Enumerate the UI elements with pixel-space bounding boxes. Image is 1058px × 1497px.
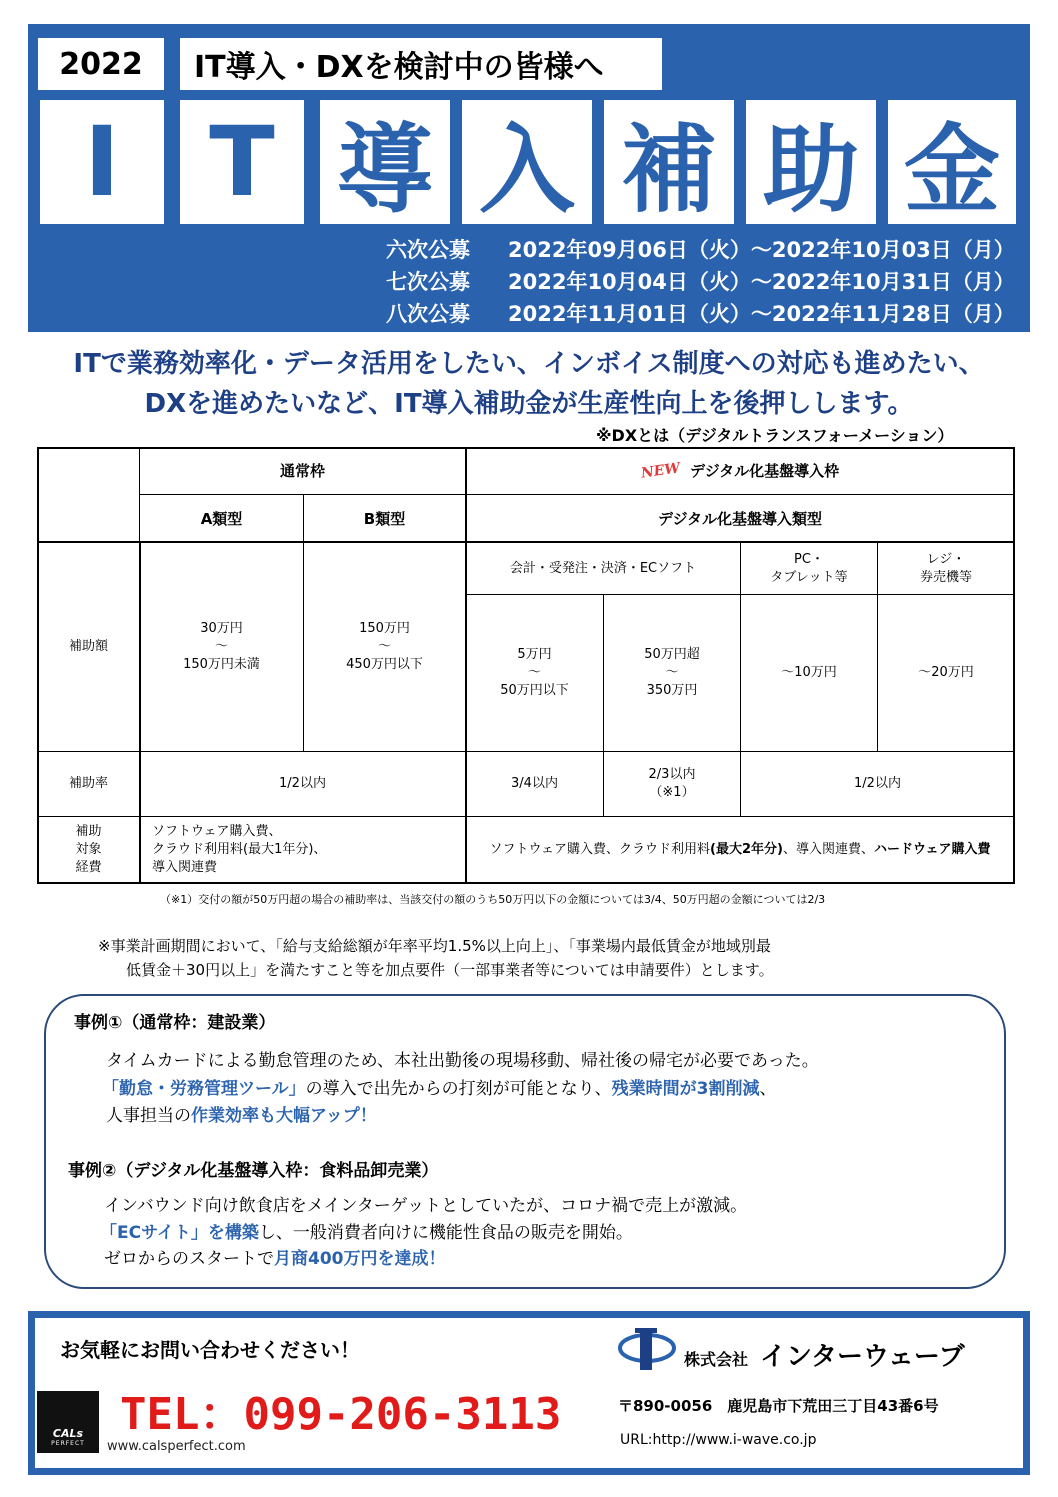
case-highlight: 作業効率も大幅アップ！ bbox=[191, 1106, 377, 1126]
digital-type-header: デジタル化基盤導入類型 bbox=[465, 494, 1015, 543]
logo-text: CALs bbox=[52, 1427, 84, 1440]
case-highlight: 残業時間が3割削減 bbox=[611, 1079, 760, 1099]
table-border bbox=[37, 447, 39, 884]
period-range: 2022年09月06日（火）～2022年10月03日（月） bbox=[508, 238, 1015, 262]
row-label-rate: 補助率 bbox=[37, 751, 140, 817]
title-char: 助 bbox=[746, 100, 876, 224]
digital-rate-1: 3/4以内 bbox=[465, 751, 604, 817]
table-divider bbox=[465, 447, 467, 884]
case-text: し、一般消費者向けに機能性食品の販売を開始。 bbox=[258, 1223, 633, 1243]
case-highlight: 「ECサイト」を構築 bbox=[100, 1223, 259, 1243]
table-divider bbox=[37, 541, 1015, 543]
type-b-amount bbox=[303, 542, 466, 752]
contact-heading: お気軽にお問い合わせください！ bbox=[60, 1338, 360, 1362]
case2-line bbox=[100, 1218, 633, 1243]
company-title: インターウェーブ bbox=[760, 1342, 965, 1372]
company-url-link[interactable]: URL:http://www.i-wave.co.jp bbox=[620, 1432, 817, 1448]
hardware-rate: 1/2以内 bbox=[740, 751, 1015, 817]
table-border bbox=[37, 882, 1015, 884]
table-border bbox=[1013, 447, 1015, 884]
cost-line: ソフトウェア購入費、 bbox=[152, 824, 282, 839]
period-name: 七次公募 bbox=[386, 270, 470, 294]
type-a-header: A類型 bbox=[139, 494, 304, 543]
period-range: 2022年11月01日（火）～2022年11月28日（月） bbox=[508, 302, 1015, 326]
cost-line: 導入関連費 bbox=[152, 860, 218, 875]
case1-line bbox=[102, 1074, 777, 1099]
title-char: 導 bbox=[320, 100, 450, 224]
normal-cost bbox=[139, 816, 466, 884]
case1-title: 事例①（通常枠：建設業） bbox=[74, 1013, 276, 1033]
case1-line: タイムカードによる勤怠管理のため、本社出勤後の現場移動、帰社後の帰宅が必要であった。 bbox=[106, 1051, 819, 1071]
label-line: 経費 bbox=[75, 860, 102, 875]
lead-line: DXを進めたいなど、IT導入補助金が生産性向上を後押しします。 bbox=[144, 389, 914, 419]
digital-frame-header bbox=[465, 447, 1015, 495]
new-badge: NEW bbox=[639, 460, 681, 482]
subtitle: IT導入・DXを検討中の皆様へ bbox=[180, 38, 662, 90]
table-corner bbox=[37, 447, 140, 543]
row-label-amount: 補助額 bbox=[37, 542, 140, 752]
category-line: 券売機等 bbox=[919, 569, 972, 585]
period-range: 2022年10月04日（火）～2022年10月31日（月） bbox=[508, 270, 1015, 294]
case-highlight: 月商400万円を達成！ bbox=[274, 1249, 446, 1269]
rate-footnote: （※1）交付の額が50万円超の場合の補助率は、当該交付の額のうち50万円以下の金額については3/4、50万円超の金額については2/3 bbox=[160, 893, 826, 906]
note-line: 低賃金＋30円以上」を満たすこと等を加点要件（一部事業者等については申請要件）とします。 bbox=[126, 961, 774, 979]
case-text: の導入で出先からの打刻が可能となり、 bbox=[305, 1079, 612, 1099]
lead-text bbox=[20, 344, 1038, 424]
cals-perfect-logo bbox=[37, 1391, 99, 1453]
amount-line: 5万円 bbox=[517, 647, 552, 662]
cost-text: 、導入関連費、 bbox=[782, 842, 874, 857]
normal-rate: 1/2以内 bbox=[139, 751, 466, 817]
pc-category bbox=[740, 542, 878, 595]
interwave-logo-icon bbox=[618, 1326, 676, 1372]
software-category: 会計・受発注・決済・ECソフト bbox=[465, 542, 741, 595]
digital-cost bbox=[465, 816, 1015, 884]
year-label: 2022 bbox=[38, 38, 164, 90]
case2-title: 事例②（デジタル化基盤導入枠：食料品卸売業） bbox=[68, 1161, 439, 1181]
type-b-header: B類型 bbox=[303, 494, 466, 543]
category-line: タブレット等 bbox=[770, 569, 848, 585]
table-divider bbox=[139, 541, 141, 884]
phone-number[interactable]: TEL：099-206-3113 bbox=[120, 1389, 562, 1440]
register-category bbox=[877, 542, 1015, 595]
cost-text-bold: ハードウェア購入費 bbox=[873, 842, 991, 857]
title-char: 入 bbox=[462, 100, 592, 224]
amount-line: ～ bbox=[214, 639, 228, 654]
amount-line: 150万円未満 bbox=[183, 657, 260, 672]
title-char: 補 bbox=[604, 100, 734, 224]
logo-subtext: PERFECT bbox=[51, 1440, 85, 1447]
case-text: 、 bbox=[759, 1079, 777, 1099]
dx-note: ※DXとは（デジタルトランスフォーメーション） bbox=[596, 426, 954, 445]
company-name bbox=[684, 1336, 965, 1373]
rate-line: （※1） bbox=[649, 785, 695, 800]
case-highlight: 「勤怠・労務管理ツール」 bbox=[102, 1079, 306, 1099]
category-line: PC・ bbox=[794, 551, 824, 567]
amount-line: ～ bbox=[377, 639, 391, 654]
amount-line: 150万円 bbox=[359, 621, 410, 636]
label-line: 補助 bbox=[75, 824, 102, 839]
rate-line: 2/3以内 bbox=[648, 767, 696, 782]
lead-line: ITで業務効率化・データ活用をしたい、インボイス制度への対応も進めたい、 bbox=[73, 349, 985, 379]
amount-line: 50万円超 bbox=[644, 647, 700, 662]
title-char: I bbox=[40, 100, 164, 224]
category-line: レジ・ bbox=[926, 551, 966, 567]
digital-amount-1 bbox=[465, 594, 604, 752]
digital-rate-2 bbox=[603, 751, 741, 817]
period-row bbox=[386, 298, 1016, 330]
title-char: T bbox=[180, 100, 304, 224]
period-row bbox=[386, 266, 1016, 298]
normal-frame-header: 通常枠 bbox=[139, 447, 466, 495]
period-name: 六次公募 bbox=[386, 238, 470, 262]
amount-line: 30万円 bbox=[200, 621, 243, 636]
cost-text: ソフトウェア購入費、クラウド利用料 bbox=[489, 842, 711, 857]
pc-amount: ～10万円 bbox=[740, 594, 878, 752]
cost-line: クラウド利用料(最大1年分)、 bbox=[152, 842, 327, 857]
register-amount: ～20万円 bbox=[877, 594, 1015, 752]
company-address: 〒890-0056 鹿児島市下荒田三丁目43番6号 bbox=[618, 1397, 939, 1415]
case2-line bbox=[104, 1244, 446, 1269]
cals-url-link[interactable]: www.calsperfect.com bbox=[107, 1439, 246, 1454]
case-text: ゼロからのスタートで bbox=[104, 1249, 274, 1269]
period-row bbox=[386, 234, 1016, 266]
type-a-amount bbox=[139, 542, 304, 752]
amount-line: ～ bbox=[527, 665, 541, 680]
note-line: ※事業計画期間において、「給与支給総額が年率平均1.5%以上向上」、「事業場内最低賃金が地域別最 bbox=[98, 937, 771, 955]
row-label-cost bbox=[37, 816, 140, 884]
amount-line: 350万円 bbox=[646, 683, 698, 698]
amount-line: ～ bbox=[665, 665, 679, 680]
table-border bbox=[37, 447, 1015, 449]
label-line: 対象 bbox=[75, 842, 102, 857]
title-char: 金 bbox=[888, 100, 1016, 224]
amount-line: 450万円以下 bbox=[346, 657, 423, 672]
amount-line: 50万円以下 bbox=[500, 683, 569, 698]
case1-line bbox=[106, 1101, 377, 1126]
digital-frame-label: デジタル化基盤導入枠 bbox=[690, 462, 840, 480]
case2-line: インバウンド向け飲食店をメインターゲットとしていたが、コロナ禍で売上が激減。 bbox=[104, 1196, 748, 1216]
case-text: 人事担当の bbox=[106, 1106, 191, 1126]
company-prefix: 株式会社 bbox=[684, 1350, 749, 1369]
digital-amount-2 bbox=[603, 594, 741, 752]
period-name: 八次公募 bbox=[386, 302, 470, 326]
subsidy-table bbox=[37, 447, 1015, 884]
cost-text-bold: (最大2年分) bbox=[710, 842, 783, 857]
application-periods bbox=[386, 234, 1016, 330]
bonus-requirement-note bbox=[98, 934, 774, 982]
